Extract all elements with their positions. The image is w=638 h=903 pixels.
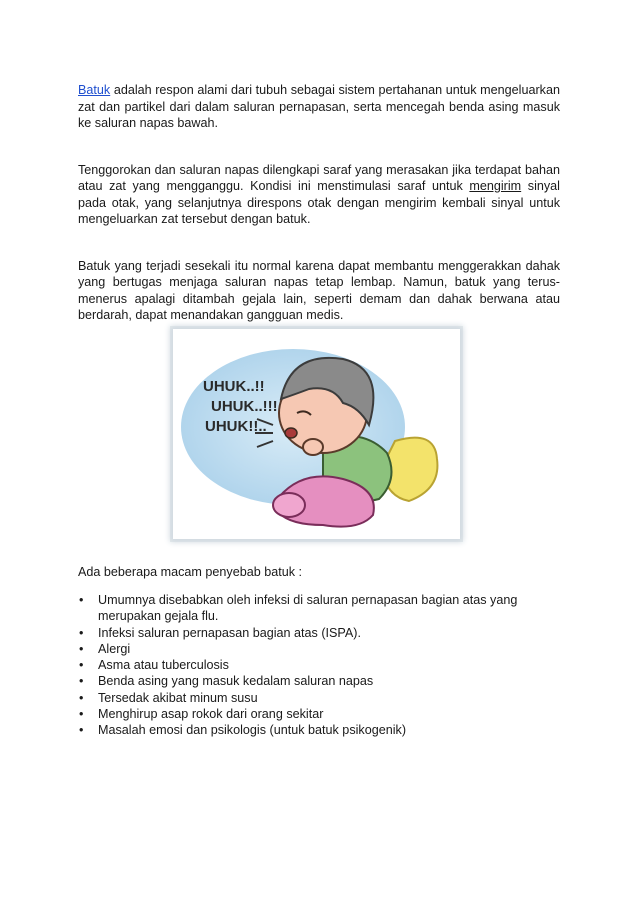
- paragraph-normal-cough: Batuk yang terjadi sesekali itu normal karena dapat membantu menggerakkan dahak yang bertugas menjaga saluran napas tetap lembap. Namun, batuk yang terus-menerus apalagi ditambah gejala lain, seperti demam dan dahak berwana atau berdarah, dapat menandakan gangguan medis.: [78, 258, 560, 322]
- list-item: • Menghirup asap rokok dari orang sekitar: [78, 706, 548, 722]
- list-item: • Benda asing yang masuk kedalam saluran napas: [78, 673, 548, 689]
- uhuk-line-3: UHUK!!..: [205, 418, 267, 435]
- list-item: • Asma atau tuberculosis: [78, 657, 548, 673]
- paragraph-mechanism-text-1: Tenggorokan dan saluran napas dilengkapi saraf yang merasakan jika terdapat bahan atau zat yang mengganggu. Kondisi ini menstimulasi saraf untuk: [78, 162, 560, 193]
- paragraph-definition-text: adalah respon alami dari tubuh sebagai sistem pertahanan untuk mengeluarkan zat dan partikel dari dalam saluran pernapasan, serta mencegah benda asing masuk ke saluran napas bawah.: [78, 83, 560, 130]
- paragraph-mechanism: [78, 162, 560, 228]
- causes-list: [78, 592, 548, 739]
- list-item: • Masalah emosi dan psikologis (untuk batuk psikogenik): [78, 722, 548, 738]
- uhuk-line-1: UHUK..!!: [203, 378, 265, 395]
- paragraph-definition: [78, 82, 560, 132]
- list-item: • Infeksi saluran pernapasan bagian atas (ISPA).: [78, 625, 548, 641]
- list-item: • Tersedak akibat minum susu: [78, 690, 548, 706]
- uhuk-line-2: UHUK..!!!: [211, 398, 278, 415]
- document-body: [78, 82, 560, 324]
- batuk-link[interactable]: Batuk: [78, 83, 111, 97]
- list-intro: Ada beberapa macam penyebab batuk :: [78, 565, 303, 579]
- list-item: • Umumnya disebabkan oleh infeksi di saluran pernapasan bagian atas yang merupakan gejala flu.: [78, 592, 548, 625]
- list-item: • Alergi: [78, 641, 548, 657]
- paragraph-mechanism-text-2: sinyal pada otak, yang selanjutnya direspons otak dengan mengirim kembali sinyal untuk mengeluarkan zat tersebut dengan batuk.: [78, 179, 560, 226]
- coughing-child-illustration: [173, 329, 460, 539]
- mengirim-underlined: mengirim: [469, 179, 522, 193]
